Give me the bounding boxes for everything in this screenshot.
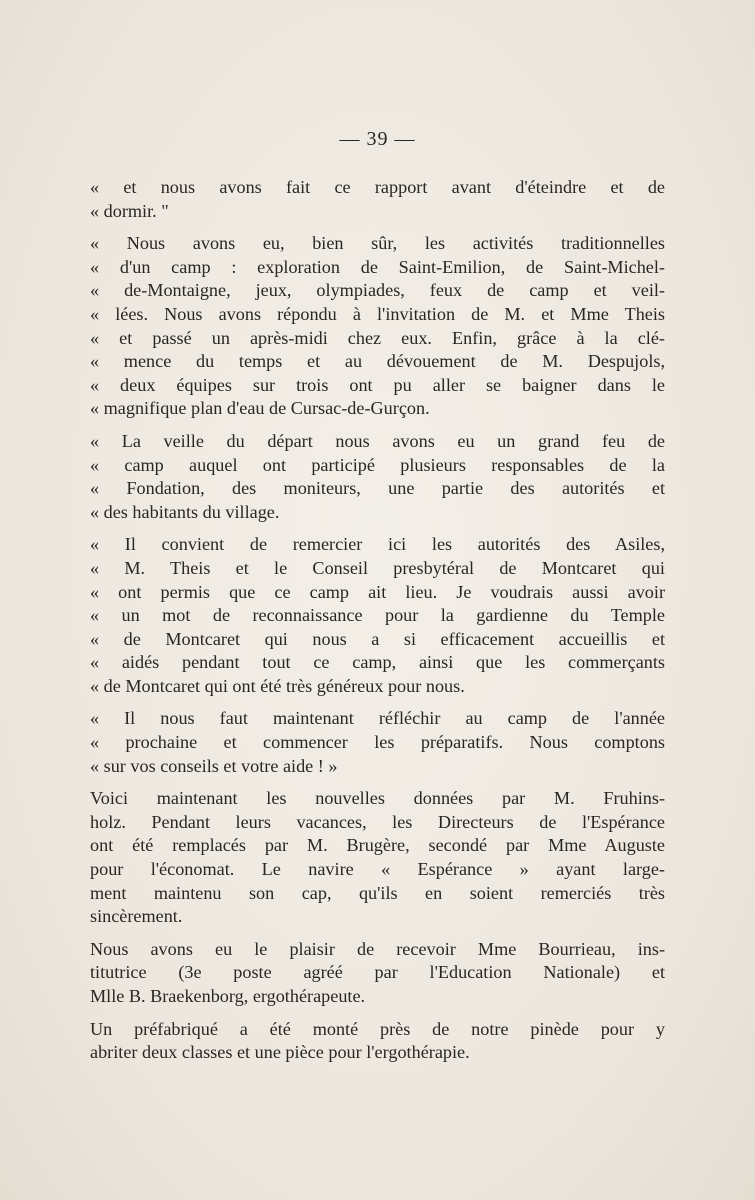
text-line: « d'un camp : exploration de Saint-Emilion, de Saint-Michel- — [90, 256, 665, 277]
text-line: « lées. Nous avons répondu à l'invitation de M. et Mme Theis — [90, 303, 665, 324]
text-line: « prochaine et commencer les préparatifs. Nous comptons — [90, 732, 665, 753]
text-line: abriter deux classes et une pièce pour l'ergothérapie. — [90, 1042, 470, 1063]
text-line: « dormir. " — [90, 200, 169, 221]
text-line: « et passé un après-midi chez eux. Enfin, grâce à la clé- — [90, 327, 665, 348]
paragraph — [90, 787, 665, 929]
paragraph — [90, 232, 665, 421]
text-line: Un préfabriqué a été monté près de notre pinède pour y — [90, 1018, 665, 1039]
text-line: « M. Theis et le Conseil presbytéral de Montcaret qui — [90, 557, 665, 578]
text-line: « et nous avons fait ce rapport avant d'éteindre et de — [90, 177, 665, 197]
text-line: « Il nous faut maintenant réfléchir au camp de l'année — [90, 708, 665, 729]
text-line: « de Montcaret qui nous a si efficacement accueillis et — [90, 628, 665, 649]
text-line: pour l'économat. Le navire « Espérance » ayant large- — [90, 859, 665, 880]
text-line: « de Montcaret qui ont été très généreux pour nous. — [90, 675, 465, 696]
paragraph — [90, 176, 665, 223]
body-text — [90, 176, 665, 1074]
text-line: « camp auquel ont participé plusieurs responsables de la — [90, 454, 665, 475]
text-line: sincèrement. — [90, 906, 183, 927]
paragraph — [90, 430, 665, 524]
text-line: « un mot de reconnaissance pour la gardienne du Temple — [90, 605, 665, 626]
text-line: holz. Pendant leurs vacances, les Directeurs de l'Espérance — [90, 811, 665, 832]
text-line: « La veille du départ nous avons eu un grand feu de — [90, 430, 665, 451]
paragraph — [90, 1018, 665, 1065]
text-line: Mlle B. Braekenborg, ergothérapeute. — [90, 986, 366, 1006]
text-line: Voici maintenant les nouvelles données par M. Fruhins- — [90, 788, 665, 809]
text-line: ment maintenu son cap, qu'ils en soient remerciés très — [90, 882, 665, 903]
text-line: titutrice (3e poste agréé par l'Education Nationale) et — [90, 962, 665, 983]
text-line: « aidés pendant tout ce camp, ainsi que les commerçants — [90, 652, 665, 673]
text-line: « mence du temps et au dévouement de M. Despujols, — [90, 351, 665, 372]
text-line: « des habitants du village. — [90, 501, 280, 522]
text-line: « ont permis que ce camp ait lieu. Je voudrais aussi avoir — [90, 581, 665, 602]
page-number: — 39 — — [339, 128, 416, 150]
text-line: « sur vos conseils et votre aide ! » — [90, 755, 338, 776]
text-line: « Il convient de remercier ici les autorités des Asiles, — [90, 534, 665, 555]
text-line: « Nous avons eu, bien sûr, les activités traditionnelles — [90, 233, 665, 254]
text-line: ont été remplacés par M. Brugère, secondé par Mme Auguste — [90, 835, 665, 856]
text-line: Nous avons eu le plaisir de recevoir Mme Bourrieau, ins- — [90, 938, 665, 959]
paragraph — [90, 938, 665, 1009]
text-line: « deux équipes sur trois ont pu aller se baigner dans le — [90, 374, 665, 395]
text-line: « magnifique plan d'eau de Cursac-de-Gurçon. — [90, 398, 430, 419]
paragraph — [90, 533, 665, 698]
paragraph — [90, 707, 665, 778]
text-line: « de-Montaigne, jeux, olympiades, feux de camp et veil- — [90, 280, 665, 301]
text-line: « Fondation, des moniteurs, une partie des autorités et — [90, 478, 665, 499]
